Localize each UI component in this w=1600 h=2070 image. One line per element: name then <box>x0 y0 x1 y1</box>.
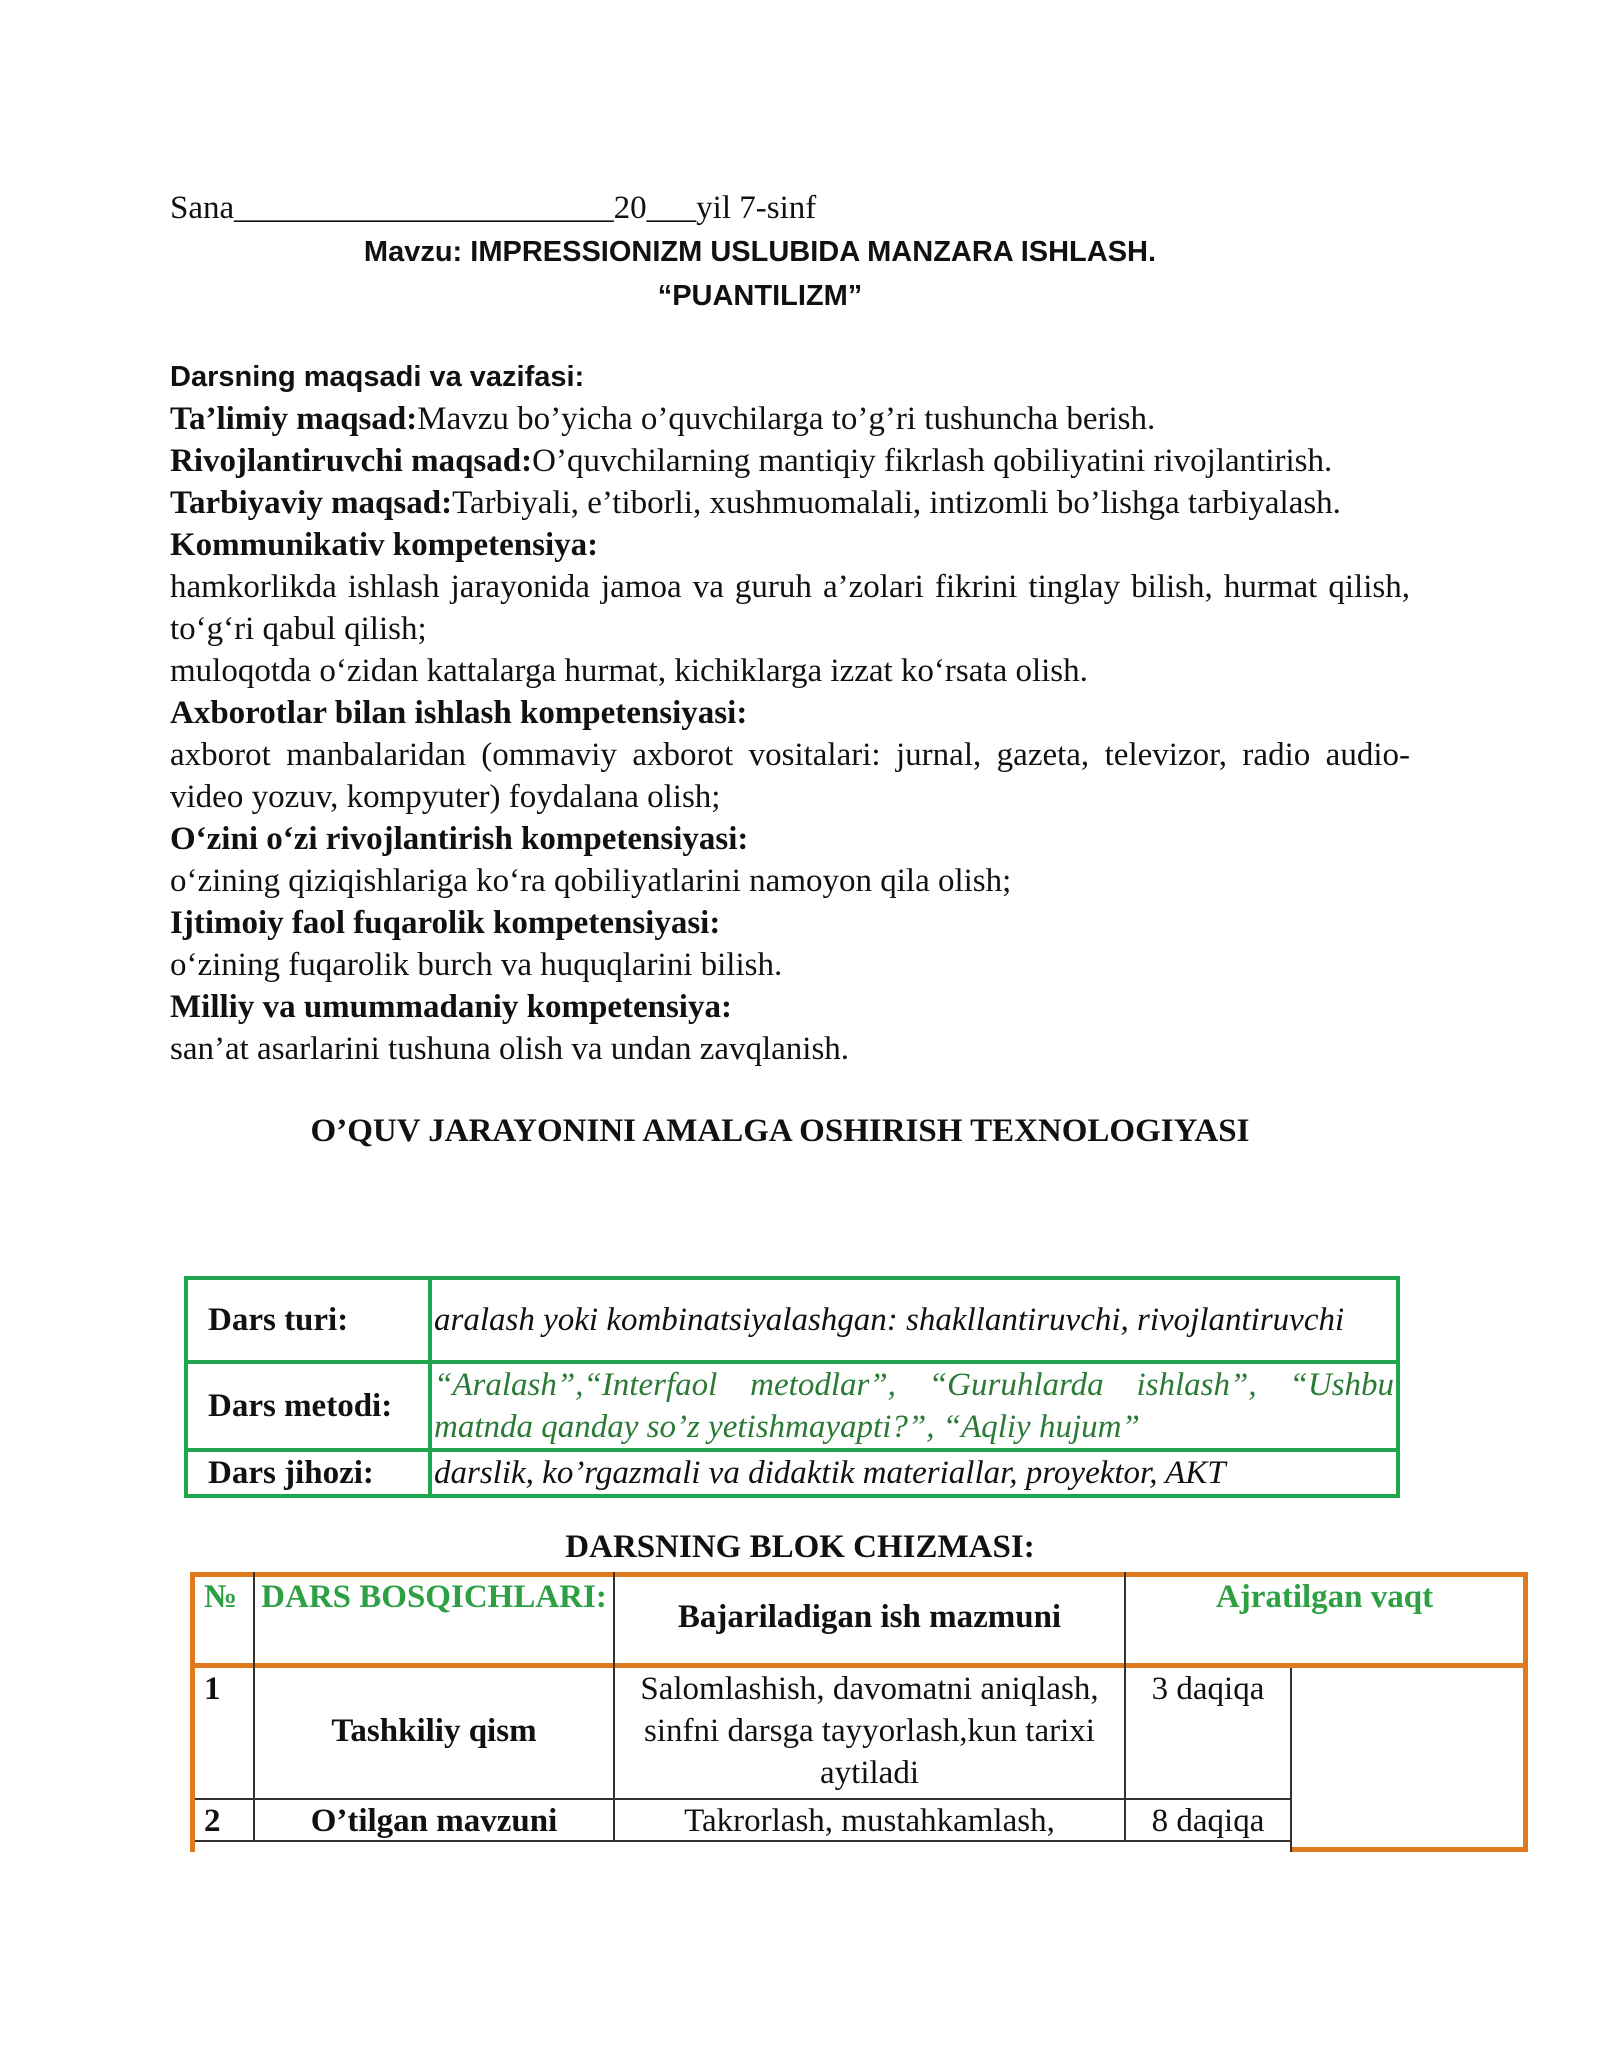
blok-table <box>190 1572 1528 1852</box>
row-number: 2 <box>204 1803 221 1839</box>
dars-jihozi-value: darslik, ko’rgazmali va didaktik materiallar, proyektor, AKT <box>430 1450 1398 1496</box>
header-stages: DARS BOSQICHLARI: <box>261 1579 607 1615</box>
talimiy-goal: Ta’limiy maqsad:Mavzu bo’yicha o’quvchilarga to’g’ri tushuncha berish. <box>170 401 1156 437</box>
stage-content: Salomlashish, davomatni aniqlash, sinfni darsga tayyorlash,kun tarixi aytiladi <box>640 1671 1099 1791</box>
dars-metodi-label: Dars metodi: <box>186 1362 430 1450</box>
stage-time: 8 daqiqa <box>1151 1803 1265 1839</box>
competency-text: axborot manbalaridan (ommaviy axborot vositalari: jurnal, gazeta, televizor, radio audio-video yozuv, kompyuter) foydalana olish; <box>170 737 1410 815</box>
rivoj-goal: Rivojlantiruvchi maqsad:O’quvchilarning mantiqiy fikrlash qobiliyatini rivojlantirish. <box>170 443 1333 479</box>
frame-line <box>1523 1572 1528 1852</box>
competency-label: Milliy va umummadaniy kompetensiya: <box>170 989 732 1025</box>
dars-turi-value: aralash yoki kombinatsiyalashgan: shakllantiruvchi, rivojlantiruvchi <box>430 1278 1398 1362</box>
technology-table <box>184 1276 1400 1498</box>
competency-text: san’at asarlarini tushuna olish va undan zavqlanish. <box>170 1031 850 1067</box>
competency-label: Ijtimoiy faol fuqarolik kompetensiyasi: <box>170 905 721 941</box>
goals-heading: Darsning maqsadi va vazifasi: <box>170 361 585 393</box>
date-line: Sana_______________________20___yil 7-sinf <box>170 190 817 226</box>
header-content: Bajariladigan ish mazmuni <box>677 1599 1062 1635</box>
table-row <box>186 1278 1398 1362</box>
topic-title-line1: Mavzu: IMPRESSIONIZM USLUBIDA MANZARA ISHLASH. <box>363 236 1157 268</box>
tarbiya-goal: Tarbiyaviy maqsad:Tarbiyali, e’tiborli, xushmuomalali, intizomli bo’lishga tarbiyalash. <box>170 485 1341 521</box>
dars-metodi-value: “Aralash”,“Interfaol metodlar”, “Guruhlarda ishlash”, “Ushbu matnda qanday so’z yetishmayapti?”, “Aqliy hujum” <box>430 1362 1398 1450</box>
stage-content: Takrorlash, mustahkamlash, <box>684 1803 1055 1839</box>
stage-name: Tashkiliy qism <box>331 1713 537 1749</box>
stage-time: 3 daqiqa <box>1151 1671 1265 1707</box>
competency-label: O‘zini o‘zi rivojlantirish kompetensiyasi: <box>170 821 749 857</box>
technology-title: O’QUV JARAYONINI AMALGA OSHIRISH TEXNOLOGIYASI <box>310 1113 1250 1149</box>
frame-line <box>1290 1847 1528 1852</box>
topic-title-line2: “PUANTILIZM” <box>657 280 863 312</box>
header-time: Ajratilgan vaqt <box>1215 1579 1434 1615</box>
dars-jihozi-label: Dars jihozi: <box>186 1450 430 1496</box>
document-page <box>170 186 1410 1152</box>
header-no: № <box>204 1579 238 1615</box>
competency-text: o‘zining qiziqishlariga ko‘ra qobiliyatlarini namoyon qila olish; <box>170 863 1012 899</box>
competency-text: o‘zining fuqarolik burch va huquqlarini bilish. <box>170 947 783 983</box>
row-number: 1 <box>204 1671 221 1707</box>
competency-text: hamkorlikda ishlash jarayonida jamoa va guruh a’zolari fikrini tinglay bilish, hurmat qilish, to‘g‘ri qabul qilish; <box>170 569 1410 647</box>
table-row <box>186 1362 1398 1450</box>
stage-name: O’tilgan mavzuni <box>310 1803 558 1839</box>
competency-label: Kommunikativ kompetensiya: <box>170 527 599 563</box>
competency-text: muloqotda o‘zidan kattalarga hurmat, kichiklarga izzat ko‘rsata olish. <box>170 653 1088 689</box>
competency-label: Axborotlar bilan ishlash kompetensiyasi: <box>170 695 748 731</box>
frame-line <box>190 1572 195 1852</box>
grid-line <box>1290 1668 1292 1852</box>
table-row <box>186 1450 1398 1496</box>
dars-turi-label: Dars turi: <box>186 1278 430 1362</box>
blok-title: DARSNING BLOK CHIZMASI: <box>565 1529 1035 1565</box>
